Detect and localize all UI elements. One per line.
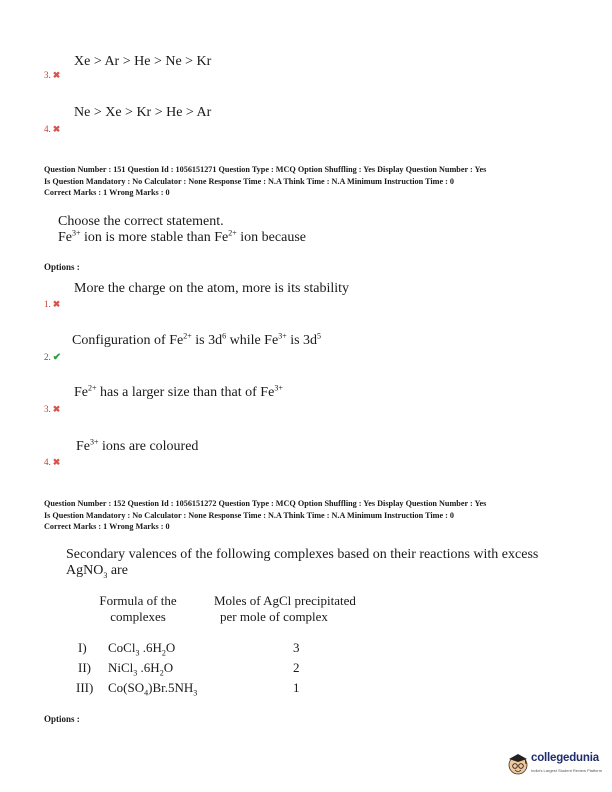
option-marker: 4. ✖: [44, 457, 61, 467]
logo-tagline: India's Largest Student Review Platform: [531, 768, 603, 773]
options-label: Options :: [44, 262, 80, 272]
question-text: Choose the correct statement. $Fe^{3+}$ ion is more stable than $Fe^{2+}$ ion because: [58, 214, 306, 245]
table-row-roman: II): [78, 660, 91, 675]
table-row-formula: NiCl$_3$ $.6H_2O$: [108, 660, 174, 678]
options-label: Options :: [44, 714, 80, 724]
option-marker: 4. ✖: [44, 124, 61, 134]
option-marker: 1. ✖: [44, 299, 61, 309]
option-text: $Fe^{2+}$ has a larger size than that of $Fe^{3+}$: [74, 383, 283, 400]
cross-icon: ✖: [52, 299, 61, 309]
option-text: $Fe^{3+}$ ions are coloured: [76, 437, 199, 454]
option-marker: 2. ✔: [44, 352, 62, 363]
table-row-moles: 3: [293, 640, 300, 655]
option-text: Xe > Ar > He > Ne > Kr: [74, 54, 212, 69]
option-text: Configuration of $Fe^{2+}$ is $3d^6$ while $Fe^{3+}$ is $3d^5$: [72, 331, 322, 348]
check-icon: ✔: [52, 352, 62, 363]
table-row-formula: $Co(SO_4)Br.5NH_3$: [108, 680, 198, 698]
table-header-moles: Moles of AgCl precipitated per mole of complex: [214, 593, 356, 624]
cross-icon: ✖: [52, 457, 61, 467]
table-row-roman: I): [78, 640, 87, 655]
cross-icon: ✖: [52, 124, 61, 134]
question-text: Secondary valences of the following complexes based on their reactions with excess AgNO$_3$ are: [66, 547, 539, 580]
cross-icon: ✖: [52, 70, 61, 80]
table-row-moles: 1: [293, 680, 300, 695]
question-meta: Question Number : 152 Question Id : 1056151272 Question Type : MCQ Option Shuffling : Yes Display Question Number : Yes Is Question Mandatory : No Calculator : None Response Time : N.A Think Time : N.A Minimum Instruction Time : 0 Correct Marks : 1 Wrong Marks : 0: [44, 499, 487, 531]
logo-name: collegedunia: [531, 752, 599, 764]
table-row-moles: 2: [293, 660, 300, 675]
option-text: More the charge on the atom, more is its stability: [74, 281, 350, 296]
table-row-formula: CoCl$_3$ $.6H_2O$: [108, 640, 176, 658]
option-text: Ne > Xe > Kr > He > Ar: [74, 105, 212, 120]
table-header-formula: Formula of the complexes: [99, 593, 177, 624]
table-row-roman: III): [76, 680, 94, 695]
option-marker: 3. ✖: [44, 70, 61, 80]
option-marker: 3. ✖: [44, 404, 61, 414]
question-meta: Question Number : 151 Question Id : 1056151271 Question Type : MCQ Option Shuffling : Yes Display Question Number : Yes Is Question Mandatory : No Calculator : None Response Time : N.A Think Time : N.A Minimum Instruction Time : 0 Correct Marks : 1 Wrong Marks : 0: [44, 165, 487, 197]
cross-icon: ✖: [52, 404, 61, 414]
